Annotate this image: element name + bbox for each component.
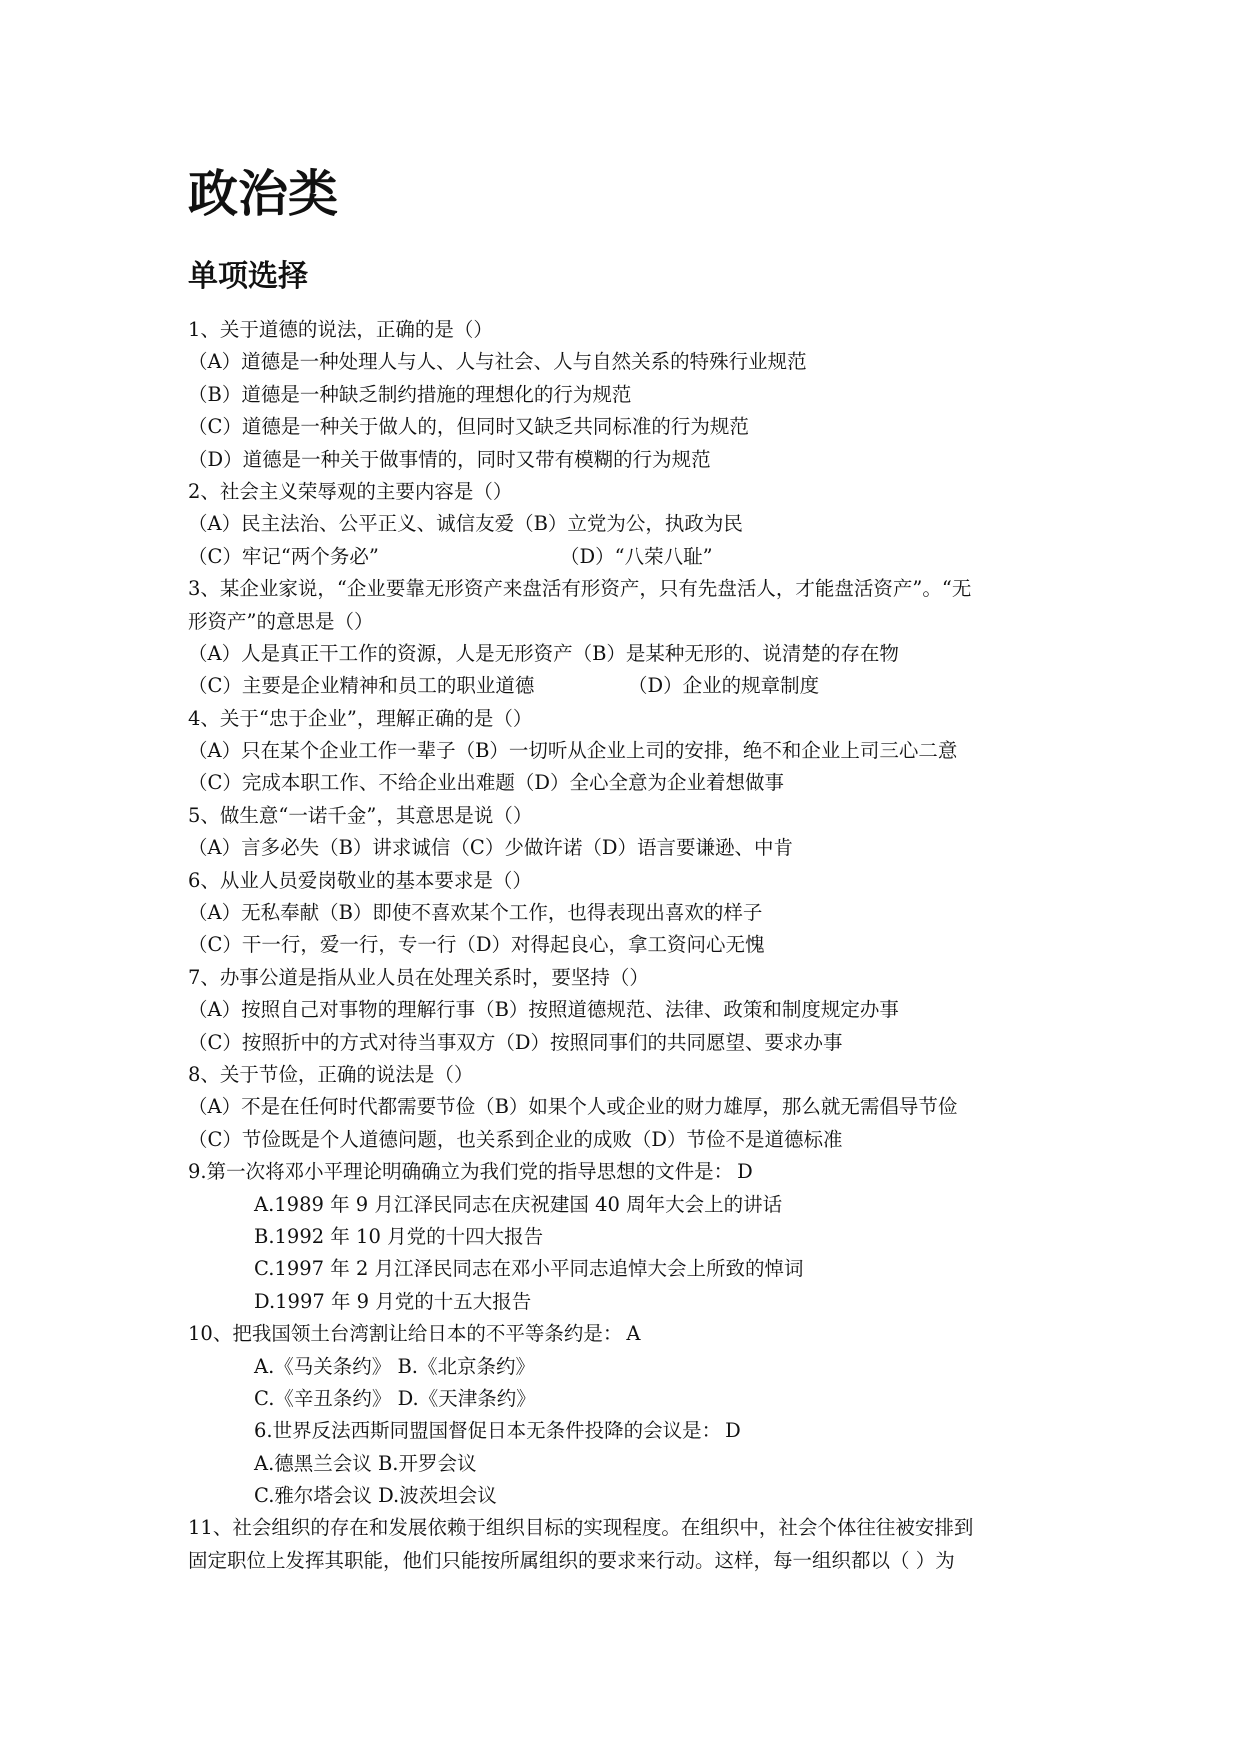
question-1-option-c: （C）道德是一种关于做人的，但同时又缺乏共同标准的行为规范 xyxy=(188,415,749,439)
question-10-answer: A xyxy=(626,1322,641,1346)
question-6-stem: 6、从业人员爱岗敬业的基本要求是（） xyxy=(188,868,532,892)
question-list xyxy=(188,314,1068,1577)
question-11-line-2: 固定职位上发挥其职能，他们只能按所属组织的要求来行动。这样，每一组织都以（ ）为 xyxy=(188,1548,955,1572)
page-title: 政治类 xyxy=(188,165,338,223)
question-7-options-cd: （C）按照折中的方式对待当事双方（D）按照同事们的共同愿望、要求办事 xyxy=(188,1030,843,1054)
question-1-option-d: （D）道德是一种关于做事情的，同时又带有模糊的行为规范 xyxy=(188,447,711,471)
question-1-option-a: （A）道德是一种处理人与人、人与社会、人与自然关系的特殊行业规范 xyxy=(188,350,807,374)
question-11-line-1: 11、社会组织的存在和发展依赖于组织目标的实现程度。在组织中，社会个体往往被安排到 xyxy=(188,1516,974,1540)
question-3-options-ab: （A）人是真正干工作的资源，人是无形资产（B）是某种无形的、说清楚的存在物 xyxy=(188,641,899,665)
question-9-option-d: D.1997 年 9 月党的十五大报告 xyxy=(254,1289,532,1313)
question-7-options-ab: （A）按照自己对事物的理解行事（B）按照道德规范、法律、政策和制度规定办事 xyxy=(188,998,899,1022)
question-9-answer: D xyxy=(737,1160,753,1184)
question-2-stem: 2、社会主义荣辱观的主要内容是（） xyxy=(188,479,513,503)
question-10-stem-line xyxy=(188,1318,1068,1350)
question-9-stem-line xyxy=(188,1156,1068,1188)
question-1-stem: 1、关于道德的说法，正确的是（） xyxy=(188,318,493,341)
question-3-stem-line-2: 形资产”的意思是（） xyxy=(188,609,374,633)
question-9-option-a: A.1989 年 9 月江泽民同志在庆祝建国 40 周年大会上的讲话 xyxy=(254,1192,783,1216)
question-10-options-ab: A.《马关条约》 B.《北京条约》 xyxy=(254,1354,536,1378)
question-6b-options-ab: A.德黑兰会议 B.开罗会议 xyxy=(254,1451,477,1475)
question-4-options-ab: （A）只在某个企业工作一辈子（B）一切听从企业上司的安排，绝不和企业上司三心二意 xyxy=(188,739,958,763)
question-8-options-cd: （C）节俭既是个人道德问题，也关系到企业的成败（D）节俭不是道德标准 xyxy=(188,1127,843,1151)
question-3-option-c: （C）主要是企业精神和员工的职业道德 xyxy=(188,674,535,698)
question-1-option-b: （B）道德是一种缺乏制约措施的理想化的行为规范 xyxy=(188,382,632,406)
question-8-stem: 8、关于节俭，正确的说法是（） xyxy=(188,1062,474,1086)
question-10-stem: 10、把我国领土台湾割让给日本的不平等条约是： xyxy=(188,1322,623,1346)
question-2-options-cd xyxy=(188,541,1068,573)
question-9-option-c: C.1997 年 2 月江泽民同志在邓小平同志追悼大会上所致的悼词 xyxy=(254,1257,804,1281)
question-2-option-d: （D）“八荣八耻” xyxy=(560,544,713,568)
question-4-options-cd: （C）完成本职工作、不给企业出难题（D）全心全意为企业着想做事 xyxy=(188,771,785,795)
section-heading: 单项选择 xyxy=(188,259,308,294)
question-5-options: （A）言多必失（B）讲求诚信（C）少做许诺（D）语言要谦逊、中肯 xyxy=(188,836,793,860)
question-10-options-cd: C.《辛丑条约》 D.《天津条约》 xyxy=(254,1386,536,1410)
question-2-options-ab: （A）民主法治、公平正义、诚信友爱（B）立党为公，执政为民 xyxy=(188,512,743,536)
question-6-options-cd: （C）干一行，爱一行，专一行（D）对得起良心，拿工资问心无愧 xyxy=(188,933,765,957)
question-9-option-b: B.1992 年 10 月党的十四大报告 xyxy=(254,1224,544,1248)
question-3-stem-line-1: 3、某企业家说，“企业要靠无形资产来盘活有形资产，只有先盘活人，才能盘活资产”。“无 xyxy=(188,577,972,601)
question-6b-stem: 6.世界反法西斯同盟国督促日本无条件投降的会议是： xyxy=(254,1419,722,1443)
question-3-option-d: （D）企业的规章制度 xyxy=(628,674,820,698)
question-5-stem: 5、做生意“一诺千金”，其意思是说（） xyxy=(188,803,533,827)
question-6b-answer: D xyxy=(725,1419,741,1443)
question-7-stem: 7、办事公道是指从业人员在处理关系时，要坚持（） xyxy=(188,965,649,989)
question-6b-stem-line xyxy=(188,1415,1068,1447)
question-8-options-ab: （A）不是在任何时代都需要节俭（B）如果个人或企业的财力雄厚，那么就无需倡导节俭 xyxy=(188,1095,958,1119)
question-9-stem: 9.第一次将邓小平理论明确确立为我们党的指导思想的文件是： xyxy=(188,1160,734,1184)
question-3-options-cd xyxy=(188,670,1068,702)
question-6b-options-cd: C.雅尔塔会议 D.波茨坦会议 xyxy=(254,1484,497,1508)
question-4-stem: 4、关于“忠于企业”，理解正确的是（） xyxy=(188,706,533,730)
question-6-options-ab: （A）无私奉献（B）即使不喜欢某个工作，也得表现出喜欢的样子 xyxy=(188,901,763,925)
question-2-option-c: （C）牢记“两个务必” xyxy=(188,544,379,568)
